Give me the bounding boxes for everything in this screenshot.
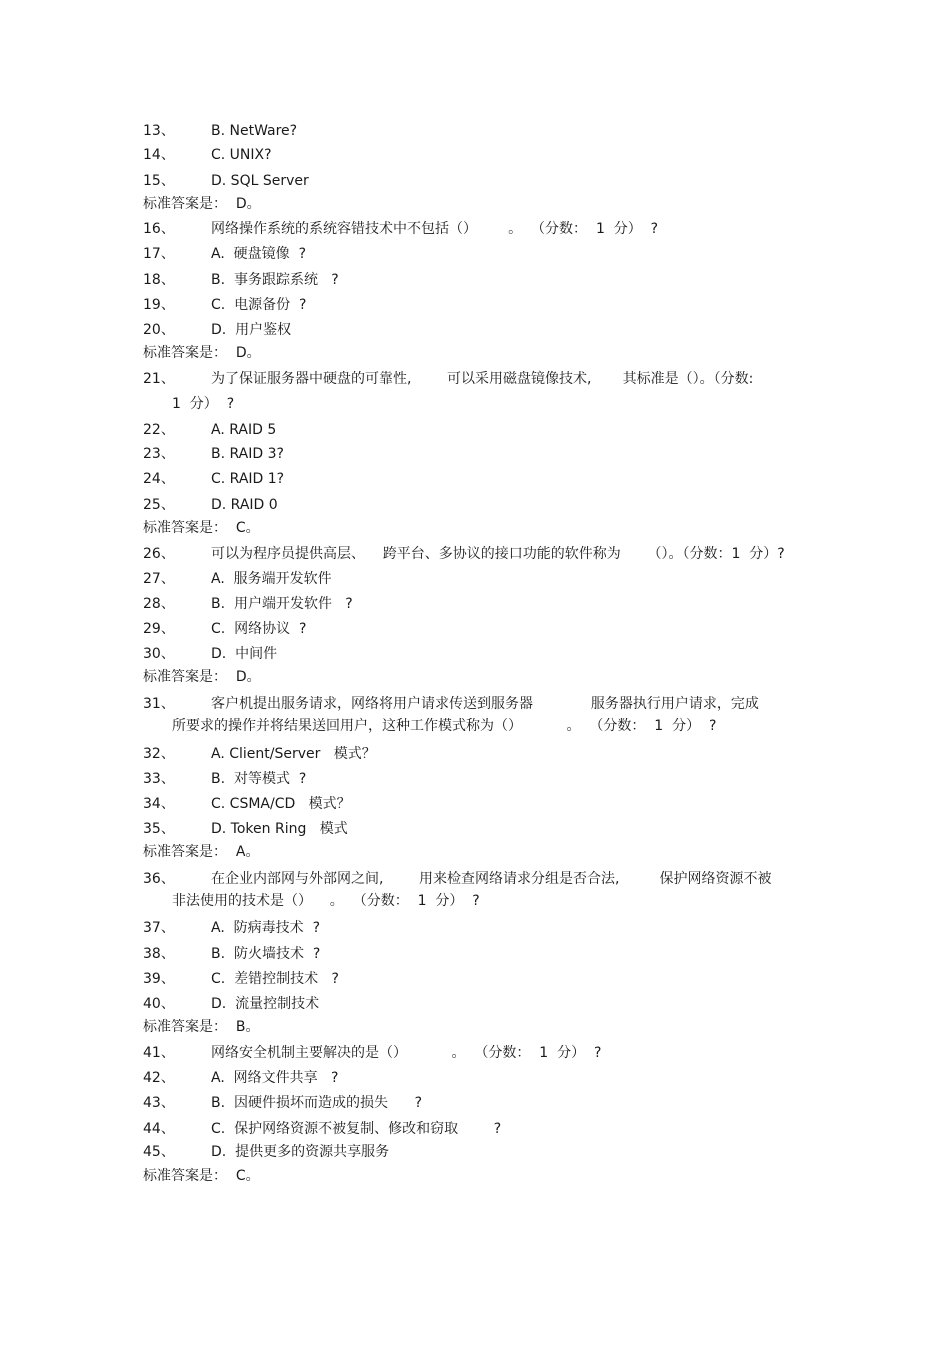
line-number: 13、 bbox=[143, 123, 175, 139]
line-number: 44、 bbox=[143, 1121, 175, 1137]
line-number: 30、 bbox=[143, 646, 175, 662]
line-number: 23、 bbox=[143, 446, 175, 462]
line-text: A. 网络文件共享 ? bbox=[211, 1070, 339, 1086]
line-text: C. 差错控制技术 ? bbox=[211, 971, 339, 987]
line-number: 34、 bbox=[143, 796, 175, 812]
line-text: D. RAID 0 bbox=[211, 497, 278, 513]
line-number: 20、 bbox=[143, 322, 175, 338]
line-number: 39、 bbox=[143, 971, 175, 987]
line-number: 24、 bbox=[143, 471, 175, 487]
line-number: 29、 bbox=[143, 621, 175, 637]
line-text: C. 网络协议 ? bbox=[211, 621, 307, 637]
line-text: B. NetWare? bbox=[211, 123, 298, 139]
line-number: 27、 bbox=[143, 571, 175, 587]
line-number: 43、 bbox=[143, 1095, 175, 1111]
line-number: 40、 bbox=[143, 996, 175, 1012]
standard-answer: 标准答案是： C。 bbox=[143, 520, 260, 536]
line-text: 客户机提出服务请求，网络将用户请求传送到服务器 服务器执行用户请求，完成 bbox=[211, 696, 759, 712]
line-text: D. 流量控制技术 bbox=[211, 996, 320, 1012]
standard-answer: 标准答案是： D。 bbox=[143, 669, 261, 685]
line-text: 可以为程序员提供高层、 跨平台、多协议的接口功能的软件称为 （）。（分数：1 分）? bbox=[211, 546, 785, 562]
line-text: D. Token Ring 模式 bbox=[211, 821, 348, 837]
line-number: 19、 bbox=[143, 297, 175, 313]
line-text: 网络操作系统的系统容错技术中不包括（） 。 （分数： 1 分） ? bbox=[211, 221, 659, 237]
line-text: B. 事务跟踪系统 ? bbox=[211, 272, 339, 288]
line-text: C. RAID 1? bbox=[211, 471, 285, 487]
line-number: 41、 bbox=[143, 1045, 175, 1061]
line-number: 26、 bbox=[143, 546, 175, 562]
standard-answer: 标准答案是： C。 bbox=[143, 1168, 260, 1184]
line-text: A. RAID 5 bbox=[211, 422, 277, 438]
line-text: B. 对等模式 ? bbox=[211, 771, 307, 787]
line-text: C. CSMA/CD 模式？ bbox=[211, 796, 351, 812]
line-text: A. 硬盘镜像 ? bbox=[211, 246, 307, 262]
line-text: B. 防火墙技术 ? bbox=[211, 946, 321, 962]
line-text: 在企业内部网与外部网之间, 用来检查网络请求分组是否合法, 保护网络资源不被 bbox=[211, 871, 772, 887]
line-number: 28、 bbox=[143, 596, 175, 612]
line-text: B. 因硬件损坏而造成的损失 ? bbox=[211, 1095, 423, 1111]
line-number: 25、 bbox=[143, 497, 175, 513]
line-text: 网络安全机制主要解决的是（） 。 （分数： 1 分） ? bbox=[211, 1045, 602, 1061]
line-number: 18、 bbox=[143, 272, 175, 288]
line-number: 31、 bbox=[143, 696, 175, 712]
line-number: 37、 bbox=[143, 920, 175, 936]
line-text: A. 防病毒技术 ? bbox=[211, 920, 321, 936]
line-text: D. 中间件 bbox=[211, 646, 278, 662]
line-text: D. 提供更多的资源共享服务 bbox=[211, 1144, 390, 1160]
line-number: 14、 bbox=[143, 147, 175, 163]
line-text: B. 用户端开发软件 ? bbox=[211, 596, 353, 612]
line-number: 36、 bbox=[143, 871, 175, 887]
line-number: 42、 bbox=[143, 1070, 175, 1086]
standard-answer: 标准答案是： D。 bbox=[143, 345, 261, 361]
line-text: 为了保证服务器中硬盘的可靠性, 可以采用磁盘镜像技术, 其标准是（）。（分数: bbox=[211, 371, 754, 387]
line-number: 33、 bbox=[143, 771, 175, 787]
line-text: A. 服务端开发软件 bbox=[211, 571, 332, 587]
line-text: C. UNIX? bbox=[211, 147, 272, 163]
line-text: D. 用户鉴权 bbox=[211, 322, 292, 338]
standard-answer: 标准答案是： B。 bbox=[143, 1019, 260, 1035]
line-text: B. RAID 3? bbox=[211, 446, 284, 462]
line-number: 45、 bbox=[143, 1144, 175, 1160]
line-text: D. SQL Server bbox=[211, 173, 309, 189]
line-number: 16、 bbox=[143, 221, 175, 237]
line-number: 35、 bbox=[143, 821, 175, 837]
line-text: C. 保护网络资源不被复制、修改和窃取 ? bbox=[211, 1121, 502, 1137]
line-number: 22、 bbox=[143, 422, 175, 438]
line-number: 38、 bbox=[143, 946, 175, 962]
line-text: C. 电源备份 ? bbox=[211, 297, 307, 313]
standard-answer: 标准答案是： D。 bbox=[143, 196, 261, 212]
line-number: 15、 bbox=[143, 173, 175, 189]
line-number: 21、 bbox=[143, 371, 175, 387]
line-continuation: 非法使用的技术是（） 。 （分数： 1 分） ? bbox=[172, 893, 480, 909]
standard-answer: 标准答案是： A。 bbox=[143, 844, 260, 860]
line-number: 17、 bbox=[143, 246, 175, 262]
line-number: 32、 bbox=[143, 746, 175, 762]
line-continuation: 1 分） ? bbox=[172, 396, 235, 412]
line-continuation: 所要求的操作并将结果送回用户，这种工作模式称为（） 。 （分数： 1 分） ? bbox=[172, 718, 717, 734]
line-text: A. Client/Server 模式？ bbox=[211, 746, 376, 762]
